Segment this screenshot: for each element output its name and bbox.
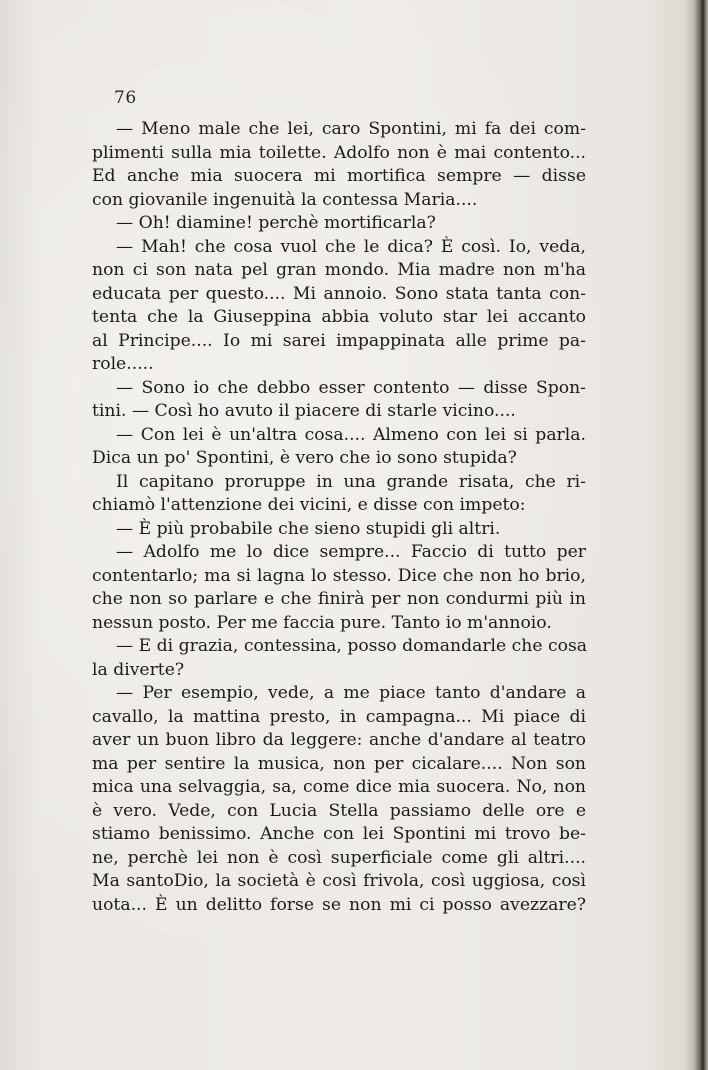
text-line: è vero. Vede, con Lucia Stella passiamo delle ore e [92, 800, 586, 821]
text-line: aver un buon libro da leggere: anche d'andare al teatro [92, 730, 586, 750]
text-line: contentarlo; ma si lagna lo stesso. Dice che non ho brio, [92, 565, 586, 586]
text-line: — Adolfo me lo dice sempre... Faccio di tutto per [116, 542, 586, 562]
text-line: tenta che la Giuseppina abbia voluto star lei accanto [92, 307, 586, 327]
text-line: Dica un po' Spontini, è vero che io sono stupida? [92, 448, 517, 468]
text-line: al Principe.... Io mi sarei impappinata alle prime pa- [92, 330, 586, 351]
text-line: la diverte? [92, 659, 185, 680]
body-text [92, 118, 586, 917]
text-line: stiamo benissimo. Anche con lei Spontini mi trovo be- [92, 824, 586, 844]
text-line: Ed anche mia suocera mi mortifica sempre — disse [92, 166, 586, 186]
text-line: Ma santoDio, la società è così frivola, così uggiosa, così [92, 871, 586, 891]
text-line: — E di grazia, contessina, posso domandarle che cosa [116, 636, 588, 656]
text-line: cavallo, la mattina presto, in campagna... Mi piace di [92, 706, 586, 727]
text-line: nessun posto. Per me faccia pure. Tanto io m'annoio. [92, 612, 552, 633]
text-line: uota... È un delitto forse se non mi ci posso avezzare? [92, 894, 586, 915]
text-line: plimenti sulla mia toilette. Adolfo non è mai contento... [92, 142, 586, 163]
text-line: ma per sentire la musica, non per cicalare.... Non son [92, 753, 586, 774]
text-line: — Meno male che lei, caro Spontini, mi fa dei com- [116, 119, 586, 139]
text-line: educata per questo.... Mi annoio. Sono stata tanta con- [92, 283, 586, 304]
page-number: 76 [114, 88, 137, 108]
text-line: — È più probabile che sieno stupidi gli altri. [116, 518, 501, 539]
text-line: tini. — Così ho avuto il piacere di starle vicino.... [92, 401, 516, 421]
text-line: ne, perchè lei non è così superficiale come gli altri.... [92, 847, 586, 868]
text-line: — Sono io che debbo esser contento — disse Spon- [116, 377, 586, 398]
text-line: Il capitano proruppe in una grande risata, che ri- [116, 471, 586, 492]
text-line: — Mah! che cosa vuol che le dica? È così. Io, veda, [116, 236, 586, 257]
text-line: non ci son nata pel gran mondo. Mia madre non m'ha [92, 260, 586, 280]
text-line: con giovanile ingenuità la contessa Maria.... [92, 189, 478, 210]
text-line: che non so parlare e che finirà per non condurmi più in [92, 589, 586, 609]
text-line: — Per esempio, vede, a me piace tanto d'andare a [116, 683, 586, 703]
text-line: role..... [92, 354, 154, 374]
text-line: mica una selvaggia, sa, come dice mia suocera. No, non [92, 777, 586, 797]
text-line: — Oh! diamine! perchè mortificarla? [116, 213, 436, 233]
text-line: — Con lei è un'altra cosa.... Almeno con lei si parla. [116, 424, 586, 445]
page-binding-edge [686, 0, 708, 1070]
text-line: chiamò l'attenzione dei vicini, e disse con impeto: [92, 495, 526, 515]
